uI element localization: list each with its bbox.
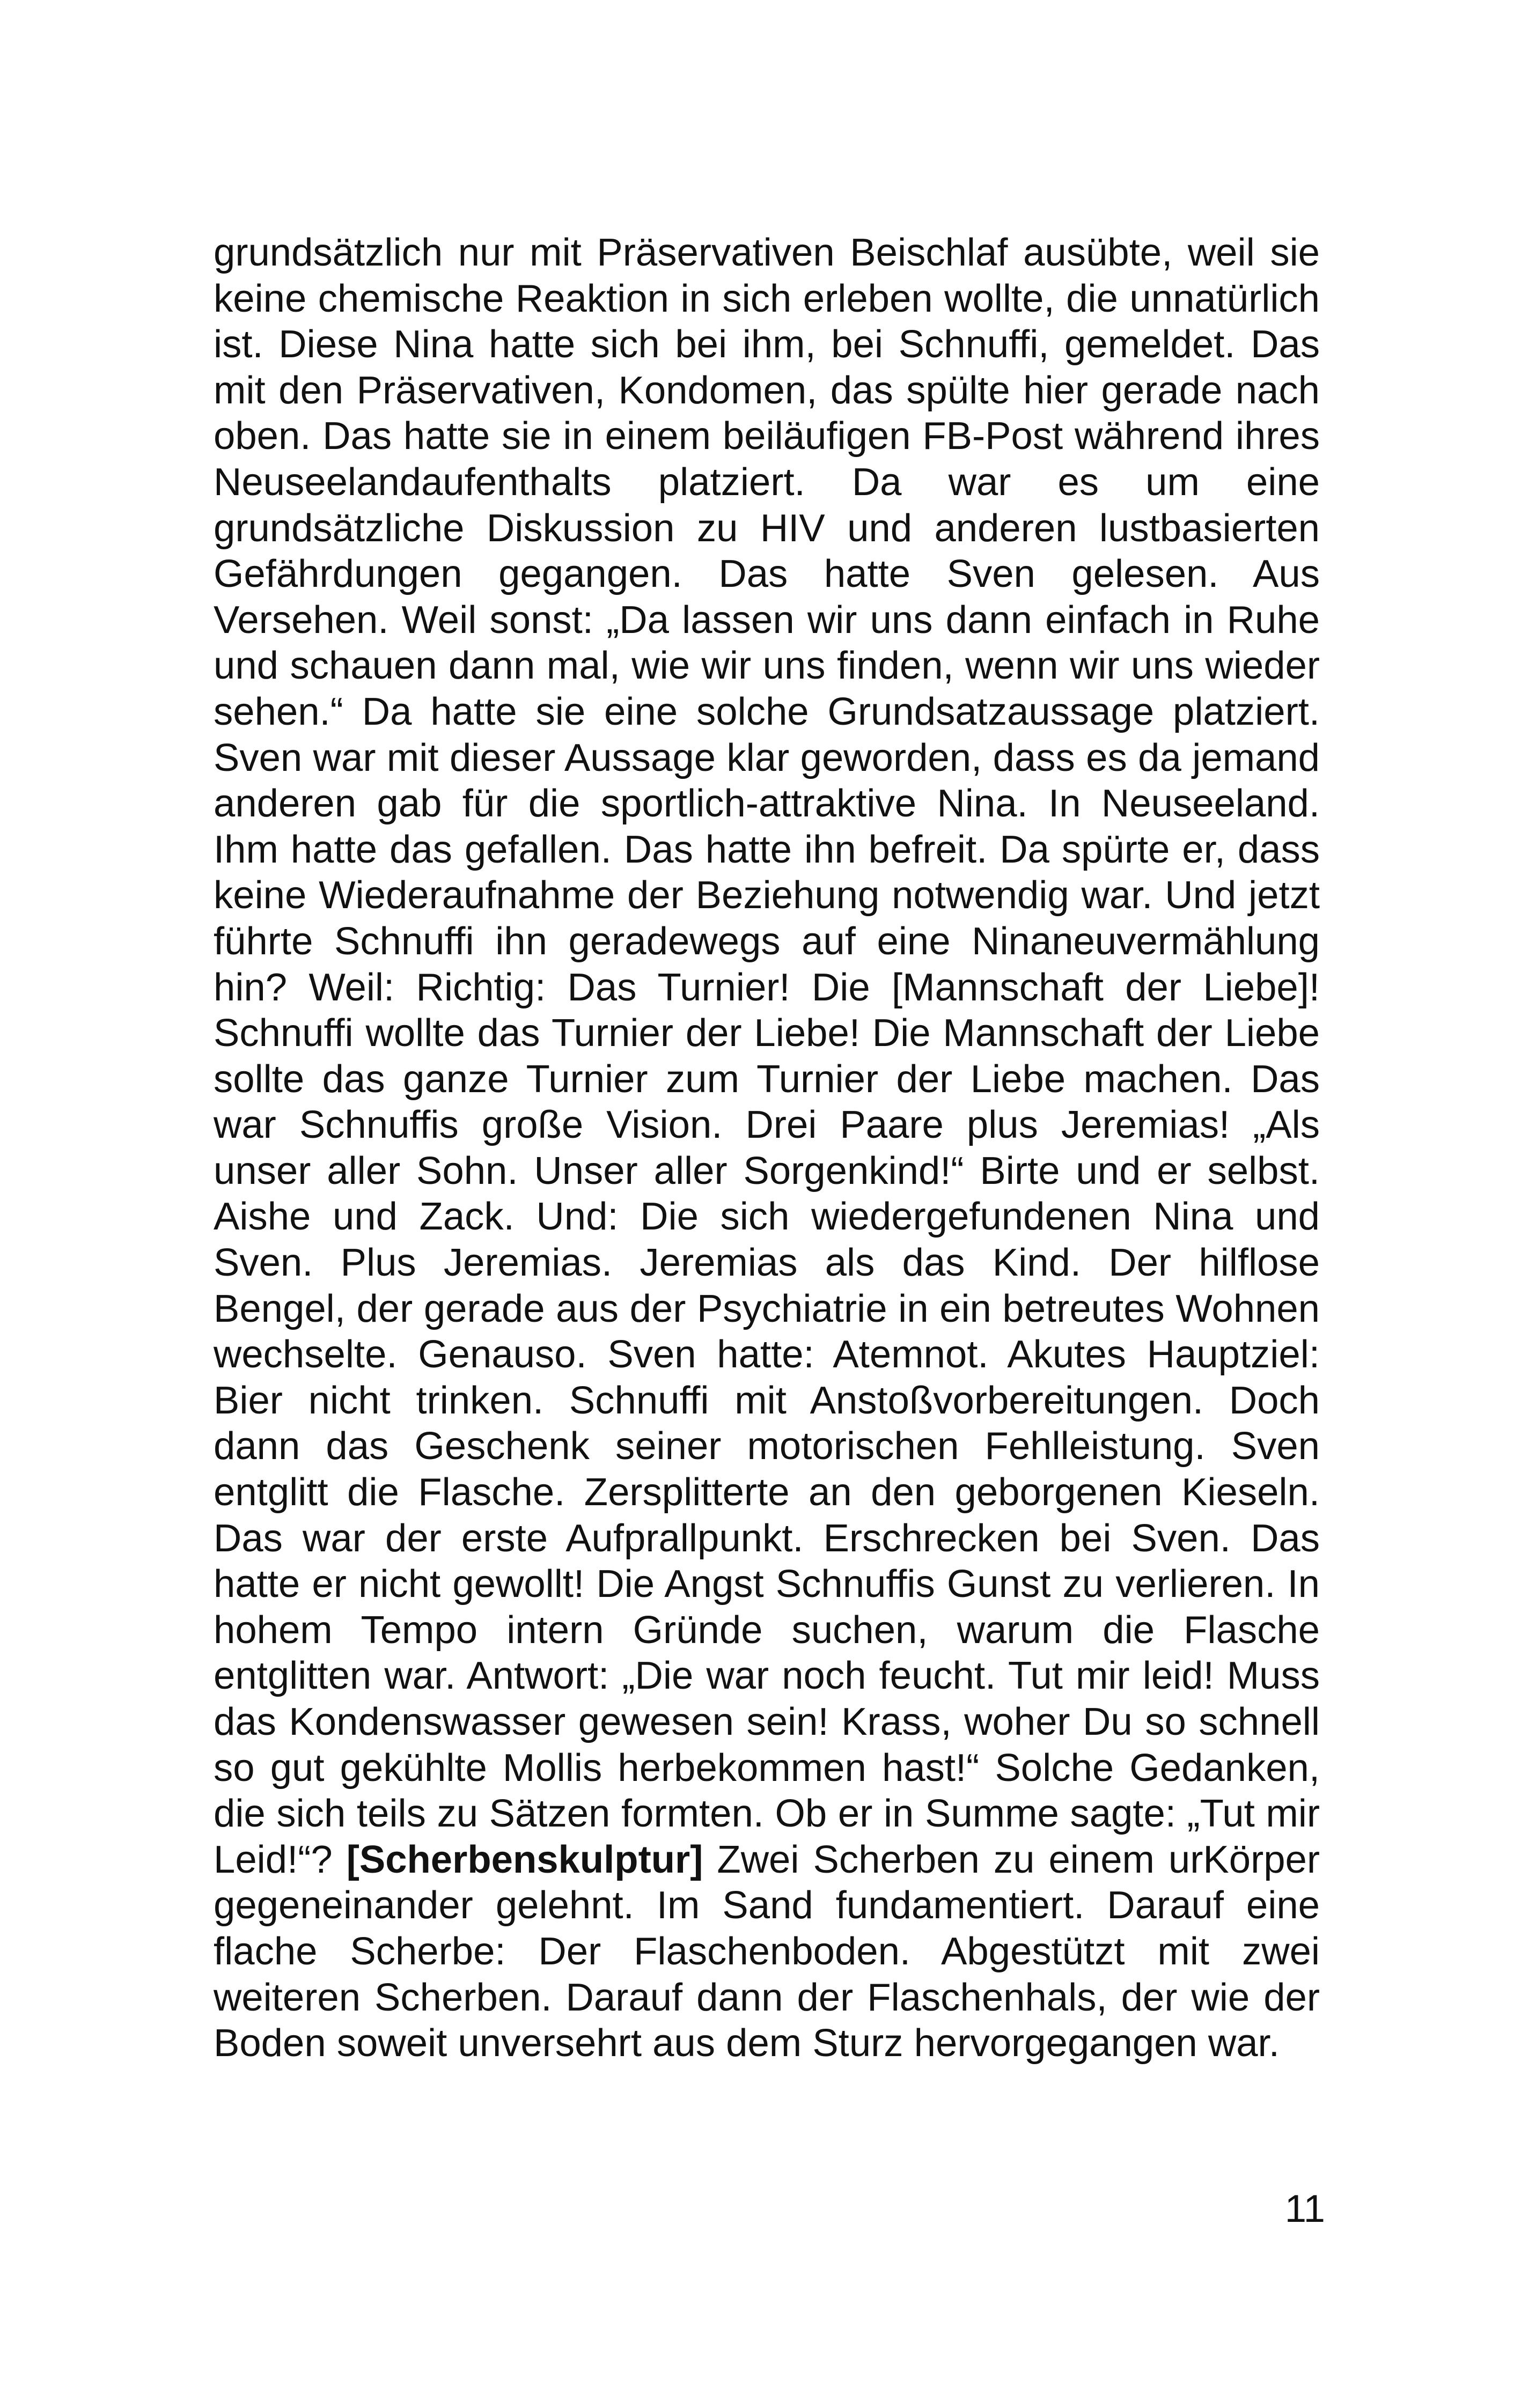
page-number: 11 bbox=[1284, 2187, 1325, 2230]
body-text-part-1: grundsätzlich nur mit Präservativen Beischlaf ausübte, weil sie keine chemische Reaktion in sich erleben wollte, die unnatürlich ist. Diese Nina hatte sich bei ihm, bei Schnuffi, gemeldet. Das mit den Präservativen, Kondomen, das spülte hier gerade nach oben. Das hatte sie in einem beiläufigen FB-Post während ihres Neuseelandaufenthalts platziert. Da war es um eine grundsätzliche Diskussion zu HIV und anderen lustbasierten Gefährdungen gegangen. Das hatte Sven gelesen. Aus Versehen. Weil sonst: „Da lassen wir uns dann einfach in Ruhe und schauen dann mal, wie wir uns finden, wenn wir uns wieder sehen.“ Da hatte sie eine solche Grundsatzaussage platziert. Sven war mit dieser Aussage klar geworden, dass es da jemand anderen gab für die sportlich-attraktive Nina. In Neuseeland. Ihm hatte das gefallen. Das hatte ihn befreit. Da spürte er, dass keine Wiederaufnahme der Beziehung notwendig war. Und jetzt führte Schnuffi ihn geradewegs auf eine Ninaneuvermählung hin? Weil: Richtig: Das Turnier! Die [Mannschaft der Liebe]! Schnuffi wollte das Turnier der Liebe! Die Mannschaft der Liebe sollte das ganze Turnier zum Turnier der Liebe machen. Das war Schnuffis große Vision. Drei Paare plus Jeremias! „Als unser aller Sohn. Unser aller Sorgenkind!“ Birte und er selbst. Aishe und Zack. Und: Die sich wiedergefundenen Nina und Sven. Plus Jeremias. Jeremias als das Kind. Der hilflose Bengel, der gerade aus der Psychiatrie in ein betreutes Wohnen wechselte. Genauso. Sven hatte: Atemnot. Akutes Hauptziel: Bier nicht trinken. Schnuffi mit Anstoßvorbereitungen. Doch dann das Geschenk seiner motorischen Fehlleistung. Sven entglitt die Flasche. Zersplitterte an den geborgenen Kieseln. Das war der erste Aufprallpunkt. Erschrecken bei Sven. Das hatte er nicht gewollt! Die Angst Schnuffis Gunst zu verlieren. In hohem Tempo intern Gründe suchen, warum die Flasche entglitten war. Antwort: „Die war noch feucht. Tut mir leid! Muss das Kondenswasser gewesen sein! Krass, woher Du so schnell so gut gekühlte Mollis herbekommen hast!“ Solche Gedanken, die sich teils zu Sätzen formten. Ob er in Summe sagte: „Tut mir Leid!“? bbox=[214, 231, 1320, 1881]
body-paragraph bbox=[214, 230, 1320, 2066]
body-text-part-2: Zwei Scherben zu einem urKörper gegeneinander gelehnt. Im Sand fundamentiert. Darauf eine flache Scherbe: Der Flaschenboden. Abgestützt mit zwei weiteren Scherben. Darauf dann der Flaschenhals, der wie der Boden soweit unversehrt aus dem Sturz hervorgegangen war. bbox=[214, 1837, 1320, 2065]
bold-term-scherbenskulptur: [Scherbenskulptur] bbox=[346, 1837, 703, 1881]
